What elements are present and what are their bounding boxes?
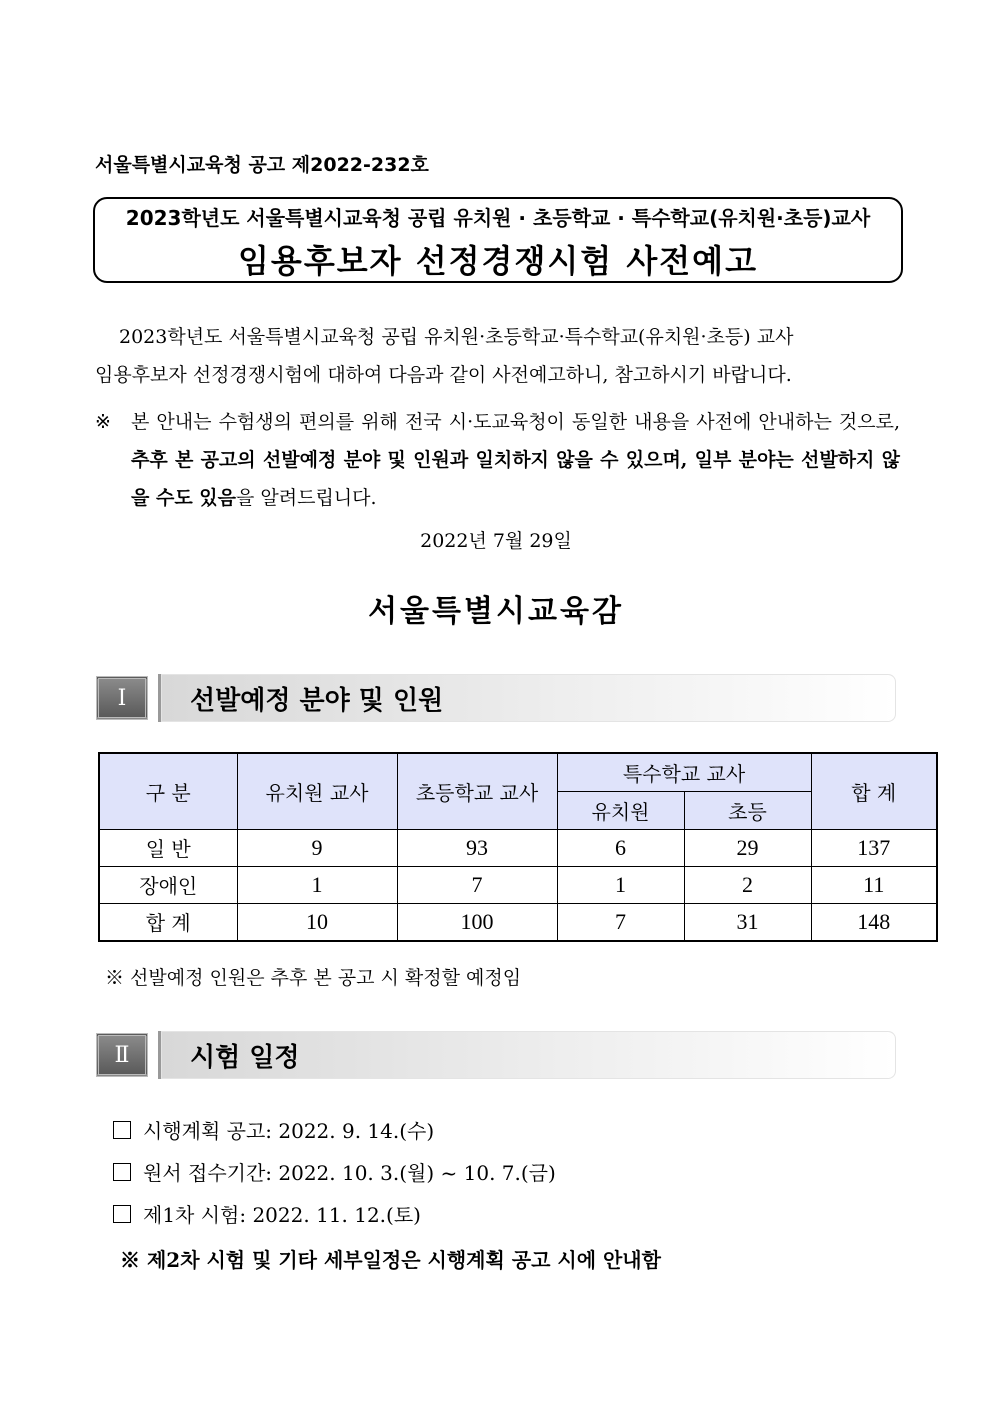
section-2-number: Ⅱ: [96, 1033, 148, 1077]
allocation-table: [98, 752, 938, 942]
schedule-item: [113, 1199, 421, 1228]
row-label: 일 반: [99, 829, 237, 866]
section-1-number: Ⅰ: [96, 676, 148, 720]
notice-number: 서울특별시교육청 공고 제2022-232호: [95, 154, 429, 176]
intro-line-2: 임용후보자 선정경쟁시험에 대하여 다음과 같이 사전예고하니, 참고하시기 바랍니다.: [95, 364, 792, 386]
cell-total: 148: [811, 903, 937, 941]
caution-text: 본 안내는 수험생의 편의를 위해 전국 시·도교육청이 동일한 내용을 사전에 안내하는 것으로,: [131, 411, 900, 433]
table-row: [99, 866, 937, 903]
section-2-title: 시험 일정: [190, 1043, 300, 1073]
cell-kindergarten: 1: [237, 866, 397, 903]
reference-mark: ※: [95, 411, 111, 433]
cell-total: 137: [811, 829, 937, 866]
schedule-text: 제1차 시험: 2022. 11. 12.(토): [143, 1203, 421, 1227]
signer: 서울특별시교육감: [368, 594, 624, 629]
notice-date: 2022년 7월 29일: [420, 530, 572, 552]
schedule-text: 시행계획 공고: 2022. 9. 14.(수): [143, 1119, 435, 1143]
cell-special-kindergarten: 7: [557, 903, 684, 941]
schedule-text: 원서 접수기간: 2022. 10. 3.(월) ~ 10. 7.(금): [143, 1161, 556, 1185]
row-label: 합 계: [99, 903, 237, 941]
schedule-item: [113, 1115, 434, 1144]
row-label: 장애인: [99, 866, 237, 903]
checkbox-square-icon: [113, 1121, 131, 1139]
cell-elementary: 7: [397, 866, 557, 903]
header-special-kindergarten: 유치원: [557, 791, 684, 829]
cell-elementary: 100: [397, 903, 557, 941]
cell-kindergarten: 9: [237, 829, 397, 866]
header-kindergarten: 유치원 교사: [237, 753, 397, 829]
cell-kindergarten: 10: [237, 903, 397, 941]
intro-line-1: 2023학년도 서울특별시교육청 공립 유치원·초등학교·특수학교(유치원·초등) 교사: [119, 326, 794, 348]
title-line-2: 임용후보자 선정경쟁시험 사전예고: [238, 242, 758, 280]
checkbox-square-icon: [113, 1205, 131, 1223]
cell-total: 11: [811, 866, 937, 903]
title-line-1: 2023학년도 서울특별시교육청 공립 유치원 · 초등학교 · 특수학교(유치원·초등)교사: [125, 206, 871, 230]
notice-caution: [95, 403, 900, 517]
cell-special-elementary: 2: [684, 866, 811, 903]
section-1-title: 선발예정 분야 및 인원: [190, 686, 444, 716]
caution-bold-text: 추후 본 공고의 선발예정 분야 및 인원과 일치하지 않을 수 있으며, 일부 분야는 선발하지 않을 수도 있음: [131, 449, 900, 509]
cell-special-elementary: 31: [684, 903, 811, 941]
schedule-item: [113, 1157, 556, 1186]
schedule-note: ※ 제2차 시험 및 기타 세부일정은 시행계획 공고 시에 안내함: [120, 1248, 661, 1272]
header-category: 구 분: [99, 753, 237, 829]
header-elementary: 초등학교 교사: [397, 753, 557, 829]
cell-special-kindergarten: 6: [557, 829, 684, 866]
header-total: 합 계: [811, 753, 937, 829]
header-special: 특수학교 교사: [557, 753, 811, 791]
table-row: [99, 903, 937, 941]
cell-special-elementary: 29: [684, 829, 811, 866]
intro-paragraph: [95, 318, 895, 394]
cell-special-kindergarten: 1: [557, 866, 684, 903]
table-note: ※ 선발예정 인원은 추후 본 공고 시 확정할 예정임: [105, 967, 522, 989]
caution-end-text: 을 알려드립니다.: [236, 487, 377, 509]
header-special-elementary: 초등: [684, 791, 811, 829]
table-row: [99, 829, 937, 866]
checkbox-square-icon: [113, 1163, 131, 1181]
cell-elementary: 93: [397, 829, 557, 866]
